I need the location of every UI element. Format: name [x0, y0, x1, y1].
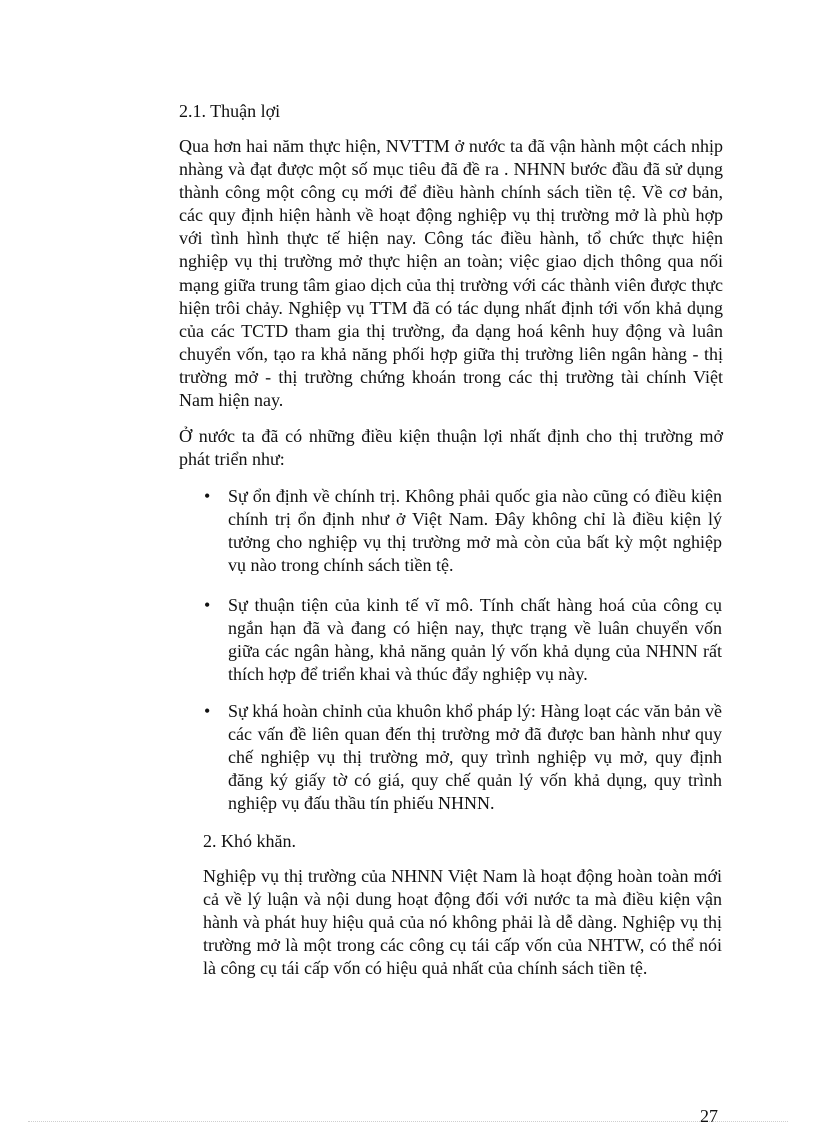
page-number: 27: [700, 1106, 718, 1126]
bullet-item: [204, 485, 722, 577]
bullet-icon: •: [204, 701, 211, 721]
bullet-text: Sự thuận tiện của kinh tế vĩ mô. Tính chất hàng hoá của công cụ ngắn hạn đã và đang có hiện nay, thực trạng về luân chuyển vốn giữa các ngân hàng, khả năng quản lý vốn khả dụng của NHNN rất thích hợp để triển khai và thúc đẩy nghiệp vụ này.: [228, 595, 722, 685]
footer-divider: [28, 1121, 788, 1122]
section-heading-difficulties: 2. Khó khăn.: [203, 831, 296, 851]
section-heading-advantages: 2.1. Thuận lợi: [179, 101, 281, 121]
bullet-item: [204, 700, 722, 815]
bullet-icon: •: [204, 486, 211, 506]
bullet-text: Sự khá hoàn chỉnh của khuôn khổ pháp lý: Hàng loạt các văn bản về các vấn đề liên quan đến thị trường mở đã được ban hành như quy chế nghiệp vụ thị trường mở, quy trình nghiệp vụ mở, quy định đăng ký giấy tờ có giá, quy chế quản lý vốn khả dụng, quy trình nghiệp vụ đấu thầu tín phiếu NHNN.: [228, 701, 722, 814]
paragraph-conditions-intro: Ở nước ta đã có những điều kiện thuận lợi nhất định cho thị trường mở phát triển như:: [179, 426, 723, 470]
bullet-item: [204, 594, 722, 686]
bullet-icon: •: [204, 595, 211, 615]
bullet-text: Sự ổn định về chính trị. Không phải quốc gia nào cũng có điều kiện chính trị ổn định như ở Việt Nam. Đây không chỉ là điều kiện lý tưởng cho nghiệp vụ thị trường mở mà còn của bất kỳ một nghiệp vụ nào trong chính sách tiền tệ.: [228, 486, 722, 576]
paragraph-difficulties: Nghiệp vụ thị trường của NHNN Việt Nam là hoạt động hoàn toàn mới cả về lý luận và nội dung hoạt động đối với nước ta mà điều kiện vận hành và phát huy hiệu quả của nó không phải là dễ dàng. Nghiệp vụ thị trường mở là một trong các công cụ tái cấp vốn của NHTW, có thể nói là công cụ tái cấp vốn có hiệu quả nhất của chính sách tiền tệ.: [203, 866, 722, 979]
paragraph-advantages: Qua hơn hai năm thực hiện, NVTTM ở nước ta đã vận hành một cách nhịp nhàng và đạt được một số mục tiêu đã đề ra . NHNN bước đầu đã sử dụng thành công một công cụ mới để điều hành chính sách tiền tệ. Về cơ bản, các quy định hiện hành về hoạt động nghiệp vụ thị trường mở là phù hợp với tình hình thực tế hiện nay. Công tác điều hành, tổ chức thực hiện nghiệp vụ thị trường mở thực hiện an toàn; việc giao dịch thông qua nối mạng giữa trung tâm giao dịch của thị trường với các thành viên được thực hiện trôi chảy. Nghiệp vụ TTM đã có tác dụng nhất định tới vốn khả dụng của các TCTD tham gia thị trường, đa dạng hoá kênh huy động và luân chuyển vốn, tạo ra khả năng phối hợp giữa thị trường liên ngân hàng - thị trường mở - thị trường chứng khoán trong các thị trường tài chính Việt Nam hiện nay.: [179, 136, 723, 411]
